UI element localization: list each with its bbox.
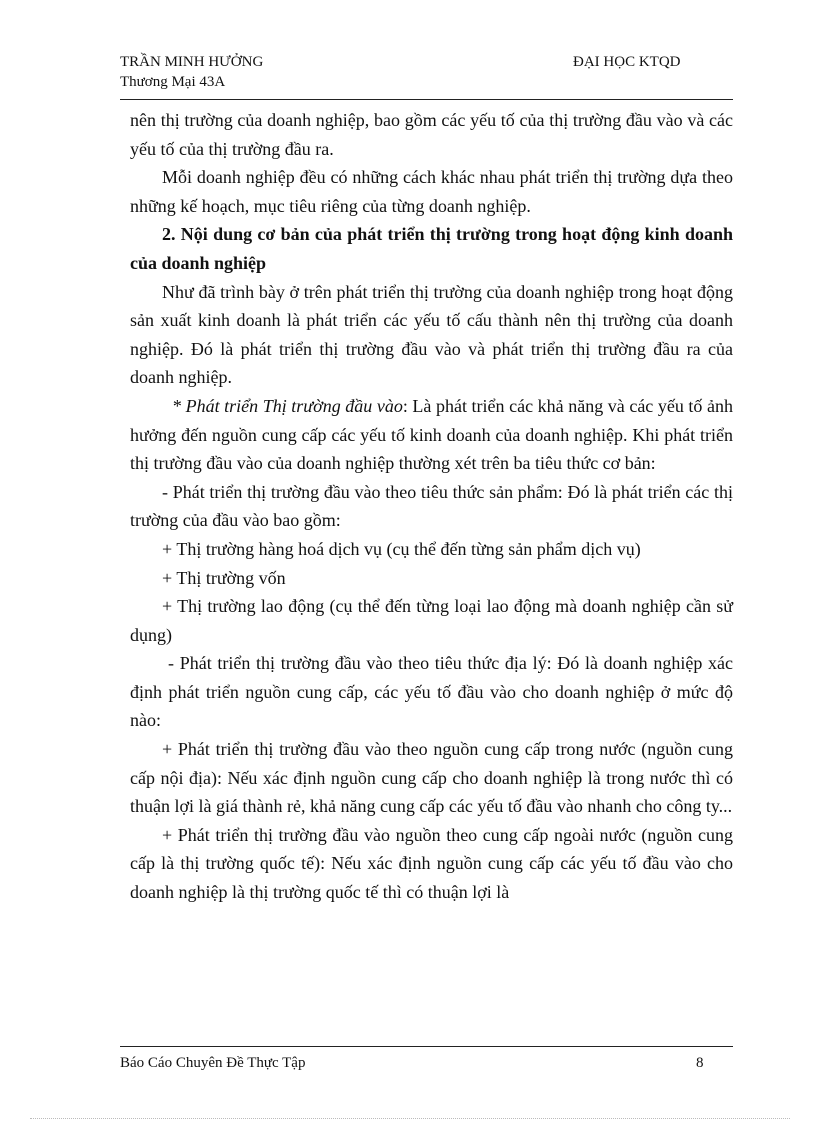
- list-item: + Thị trường hàng hoá dịch vụ (cụ thể đến từng sản phẩm dịch vụ): [162, 538, 641, 559]
- list-item: + Phát triển thị trường đầu vào nguồn theo cung cấp ngoài nước (nguồn cung cấp là thị trường quốc tế): Nếu xác định nguồn cung cấp các yếu tố đầu vào cho doanh nghiệp là thị trường quốc tế thì có thuận lợi là: [130, 824, 733, 903]
- author-name: TRẦN MINH HƯỞNG: [120, 54, 264, 70]
- paragraph: Như đã trình bày ở trên phát triển thị trường của doanh nghiệp trong hoạt động sản xuất kinh doanh là phát triển các yếu tố cấu thành nên thị trường của doanh nghiệp. Đó là phát triển thị trường đầu vào và phát triển thị trường đầu ra của doanh nghiệp.: [130, 281, 733, 388]
- paragraph: - Phát triển thị trường đầu vào theo tiêu thức địa lý: Đó là doanh nghiệp xác định phát triển nguồn cung cấp, các yếu tố đầu vào cho doanh nghiệp ở mức độ nào:: [130, 653, 733, 731]
- paragraph: Mỗi doanh nghiệp đều có những cách khác nhau phát triển thị trường dựa theo những kế hoạch, mục tiêu riêng của từng doanh nghiệp.: [130, 167, 733, 216]
- page-edge-dots: [30, 1118, 790, 1119]
- list-item: + Thị trường lao động (cụ thể đến từng loại lao động mà doanh nghiệp cần sử dụng): [130, 596, 733, 645]
- footer-divider: [120, 1046, 733, 1047]
- emphasis-label: * Phát triển Thị trường đầu vào: [172, 395, 403, 416]
- school-name: ĐẠI HỌC KTQD: [573, 54, 681, 70]
- paragraph-text: : Là phát triển các khả năng và các yếu tố ảnh hưởng đến nguồn cung cấp các yếu tố kinh doanh của doanh nghiệp. Khi phát triển thị trường đầu vào của doanh nghiệp thường xét trên ba tiêu thức cơ bản:: [130, 395, 733, 474]
- header-divider: [120, 99, 733, 100]
- list-item: + Thị trường vốn: [162, 567, 286, 588]
- class-name: Thương Mại 43A: [120, 74, 226, 90]
- document-body: [130, 106, 733, 907]
- paragraph: nên thị trường của doanh nghiệp, bao gồm các yếu tố của thị trường đầu vào và các yếu tố của thị trường đầu ra.: [130, 110, 733, 159]
- header-left: [120, 52, 263, 92]
- list-item: + Phát triển thị trường đầu vào theo nguồn cung cấp trong nước (nguồn cung cấp nội địa): Nếu xác định nguồn cung cấp cho doanh nghiệp là trong nước thì có thuận lợi là giá thành rẻ, khả năng cung cấp các yếu tố đầu vào nhanh cho công ty...: [130, 739, 733, 817]
- footer-title: Báo Cáo Chuyên Đề Thực Tập: [120, 1055, 306, 1071]
- section-heading: 2. Nội dung cơ bản của phát triển thị trường trong hoạt động kinh doanh của doanh nghiệp: [130, 224, 733, 273]
- paragraph: - Phát triển thị trường đầu vào theo tiêu thức sản phẩm: Đó là phát triển các thị trường của đầu vào bao gồm:: [130, 481, 733, 531]
- page-number: 8: [696, 1055, 704, 1071]
- paragraph: [130, 392, 733, 478]
